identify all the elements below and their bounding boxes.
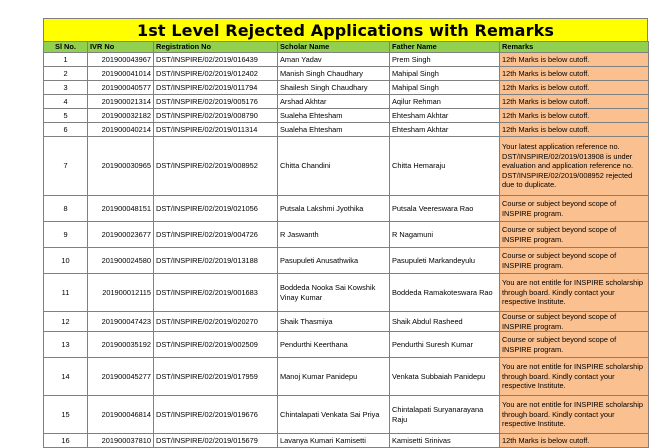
- cell-ivr-no: 201900046814: [88, 396, 154, 434]
- cell-father-name: Chintalapati Suryanarayana Raju: [390, 396, 500, 434]
- cell-sl-no: 1: [44, 53, 88, 67]
- cell-ivr-no: 201900041014: [88, 67, 154, 81]
- cell-remarks: 12th Marks is below cutoff.: [500, 95, 649, 109]
- cell-ivr-no: 201900037810: [88, 434, 154, 448]
- cell-ivr-no: 201900045277: [88, 358, 154, 396]
- cell-scholar-name: Shailesh Singh Chaudhary: [278, 81, 390, 95]
- cell-registration-no: DST/INSPIRE/02/2019/002509: [154, 332, 278, 358]
- cell-registration-no: DST/INSPIRE/02/2019/015679: [154, 434, 278, 448]
- cell-ivr-no: 201900032182: [88, 109, 154, 123]
- table-row: [44, 312, 649, 332]
- cell-sl-no: 9: [44, 222, 88, 248]
- cell-registration-no: DST/INSPIRE/02/2019/017959: [154, 358, 278, 396]
- column-header-registration-no: Registration No: [154, 42, 278, 53]
- cell-registration-no: DST/INSPIRE/02/2019/004726: [154, 222, 278, 248]
- table-row: [44, 222, 649, 248]
- cell-father-name: Ehtesham Akhtar: [390, 109, 500, 123]
- cell-ivr-no: 201900024580: [88, 248, 154, 274]
- sheet-title-bar: [43, 18, 648, 41]
- cell-registration-no: DST/INSPIRE/02/2019/021056: [154, 196, 278, 222]
- column-header-remarks: Remarks: [500, 42, 649, 53]
- cell-scholar-name: Aman Yadav: [278, 53, 390, 67]
- cell-sl-no: 12: [44, 312, 88, 332]
- cell-scholar-name: Chitta Chandini: [278, 137, 390, 196]
- cell-remarks: You are not entitle for INSPIRE scholarship through board. Kindly contact your respective Institute.: [500, 274, 649, 312]
- cell-sl-no: 11: [44, 274, 88, 312]
- table-row: [44, 396, 649, 434]
- cell-ivr-no: 201900021314: [88, 95, 154, 109]
- cell-sl-no: 16: [44, 434, 88, 448]
- cell-ivr-no: 201900023677: [88, 222, 154, 248]
- cell-ivr-no: 201900012115: [88, 274, 154, 312]
- cell-sl-no: 6: [44, 123, 88, 137]
- cell-registration-no: DST/INSPIRE/02/2019/005176: [154, 95, 278, 109]
- table-row: [44, 53, 649, 67]
- cell-remarks: Course or subject beyond scope of INSPIRE program.: [500, 196, 649, 222]
- cell-father-name: Venkata Subbaiah Panidepu: [390, 358, 500, 396]
- cell-remarks: 12th Marks is below cutoff.: [500, 67, 649, 81]
- cell-remarks: Course or subject beyond scope of INSPIRE program.: [500, 312, 649, 332]
- cell-ivr-no: 201900048151: [88, 196, 154, 222]
- cell-registration-no: DST/INSPIRE/02/2019/013188: [154, 248, 278, 274]
- cell-scholar-name: Sualeha Ehtesham: [278, 123, 390, 137]
- column-header-father-name: Father Name: [390, 42, 500, 53]
- cell-father-name: Pendurthi Suresh Kumar: [390, 332, 500, 358]
- column-header-ivr-no: IVR No: [88, 42, 154, 53]
- cell-sl-no: 13: [44, 332, 88, 358]
- table-row: [44, 358, 649, 396]
- column-header-scholar-name: Scholar Name: [278, 42, 390, 53]
- cell-father-name: Boddeda Ramakoteswara Rao: [390, 274, 500, 312]
- cell-sl-no: 3: [44, 81, 88, 95]
- cell-registration-no: DST/INSPIRE/02/2019/008952: [154, 137, 278, 196]
- cell-sl-no: 10: [44, 248, 88, 274]
- cell-father-name: Putsala Veereswara Rao: [390, 196, 500, 222]
- cell-registration-no: DST/INSPIRE/02/2019/011314: [154, 123, 278, 137]
- cell-registration-no: DST/INSPIRE/02/2019/019676: [154, 396, 278, 434]
- cell-scholar-name: Manish Singh Chaudhary: [278, 67, 390, 81]
- cell-father-name: Ehtesham Akhtar: [390, 123, 500, 137]
- cell-father-name: Mahipal Singh: [390, 67, 500, 81]
- cell-remarks: You are not entitle for INSPIRE scholarship through board. Kindly contact your respective Institute.: [500, 358, 649, 396]
- cell-registration-no: DST/INSPIRE/02/2019/001683: [154, 274, 278, 312]
- cell-sl-no: 2: [44, 67, 88, 81]
- cell-registration-no: DST/INSPIRE/02/2019/008790: [154, 109, 278, 123]
- cell-ivr-no: 201900043967: [88, 53, 154, 67]
- cell-scholar-name: Sualeha Ehtesham: [278, 109, 390, 123]
- cell-father-name: Shaik Abdul Rasheed: [390, 312, 500, 332]
- cell-father-name: Mahipal Singh: [390, 81, 500, 95]
- cell-remarks: 12th Marks is below cutoff.: [500, 81, 649, 95]
- cell-sl-no: 14: [44, 358, 88, 396]
- cell-father-name: Pasupuleti Markandeyulu: [390, 248, 500, 274]
- column-header-sl-no: Sl No.: [44, 42, 88, 53]
- cell-sl-no: 15: [44, 396, 88, 434]
- cell-scholar-name: Manoj Kumar Panidepu: [278, 358, 390, 396]
- cell-remarks: You are not entitle for INSPIRE scholarship through board. Kindly contact your respective Institute.: [500, 396, 649, 434]
- cell-ivr-no: 201900040214: [88, 123, 154, 137]
- rejected-applications-table: [43, 41, 649, 448]
- table-row: [44, 67, 649, 81]
- cell-sl-no: 5: [44, 109, 88, 123]
- sheet-title: 1st Level Rejected Applications with Remarks: [137, 20, 554, 40]
- cell-ivr-no: 201900047423: [88, 312, 154, 332]
- table-row: [44, 123, 649, 137]
- table-row: [44, 274, 649, 312]
- cell-scholar-name: Arshad Akhtar: [278, 95, 390, 109]
- cell-scholar-name: Shaik Thasmiya: [278, 312, 390, 332]
- cell-father-name: Aqilur Rehman: [390, 95, 500, 109]
- cell-scholar-name: Boddeda Nooka Sai Kowshik Vinay Kumar: [278, 274, 390, 312]
- cell-ivr-no: 201900040577: [88, 81, 154, 95]
- cell-sl-no: 7: [44, 137, 88, 196]
- table-row: [44, 81, 649, 95]
- table-row: [44, 109, 649, 123]
- cell-scholar-name: Putsala Lakshmi Jyothika: [278, 196, 390, 222]
- cell-scholar-name: R Jaswanth: [278, 222, 390, 248]
- cell-father-name: Chitta Hemaraju: [390, 137, 500, 196]
- cell-father-name: Prem Singh: [390, 53, 500, 67]
- cell-remarks: 12th Marks is below cutoff.: [500, 109, 649, 123]
- table-row: [44, 332, 649, 358]
- table-row: [44, 137, 649, 196]
- table-row: [44, 95, 649, 109]
- cell-sl-no: 4: [44, 95, 88, 109]
- table-row: [44, 434, 649, 448]
- cell-sl-no: 8: [44, 196, 88, 222]
- table-header-row: [44, 42, 649, 53]
- cell-father-name: Kamisetti Srinivas: [390, 434, 500, 448]
- table-body: [44, 53, 649, 448]
- cell-registration-no: DST/INSPIRE/02/2019/020270: [154, 312, 278, 332]
- rejected-applications-sheet: [43, 18, 648, 448]
- table-row: [44, 248, 649, 274]
- cell-remarks: Course or subject beyond scope of INSPIRE program.: [500, 248, 649, 274]
- cell-ivr-no: 201900030965: [88, 137, 154, 196]
- cell-remarks: Course or subject beyond scope of INSPIRE program.: [500, 222, 649, 248]
- cell-scholar-name: Chintalapati Venkata Sai Priya: [278, 396, 390, 434]
- cell-remarks: Course or subject beyond scope of INSPIRE program.: [500, 332, 649, 358]
- cell-registration-no: DST/INSPIRE/02/2019/011794: [154, 81, 278, 95]
- cell-scholar-name: Lavanya Kumari Kamisetti: [278, 434, 390, 448]
- cell-registration-no: DST/INSPIRE/02/2019/012402: [154, 67, 278, 81]
- cell-remarks: 12th Marks is below cutoff.: [500, 123, 649, 137]
- table-row: [44, 196, 649, 222]
- cell-registration-no: DST/INSPIRE/02/2019/016439: [154, 53, 278, 67]
- cell-scholar-name: Pasupuleti Anusathwika: [278, 248, 390, 274]
- cell-remarks: 12th Marks is below cutoff.: [500, 53, 649, 67]
- cell-father-name: R Nagamuni: [390, 222, 500, 248]
- cell-scholar-name: Pendurthi Keerthana: [278, 332, 390, 358]
- cell-remarks: Your latest application reference no. DST/INSPIRE/02/2019/013908 is under evaluation and application reference no. DST/INSPIRE/02/2019/008952 rejected due to duplicate.: [500, 137, 649, 196]
- cell-ivr-no: 201900035192: [88, 332, 154, 358]
- cell-remarks: 12th Marks is below cutoff.: [500, 434, 649, 448]
